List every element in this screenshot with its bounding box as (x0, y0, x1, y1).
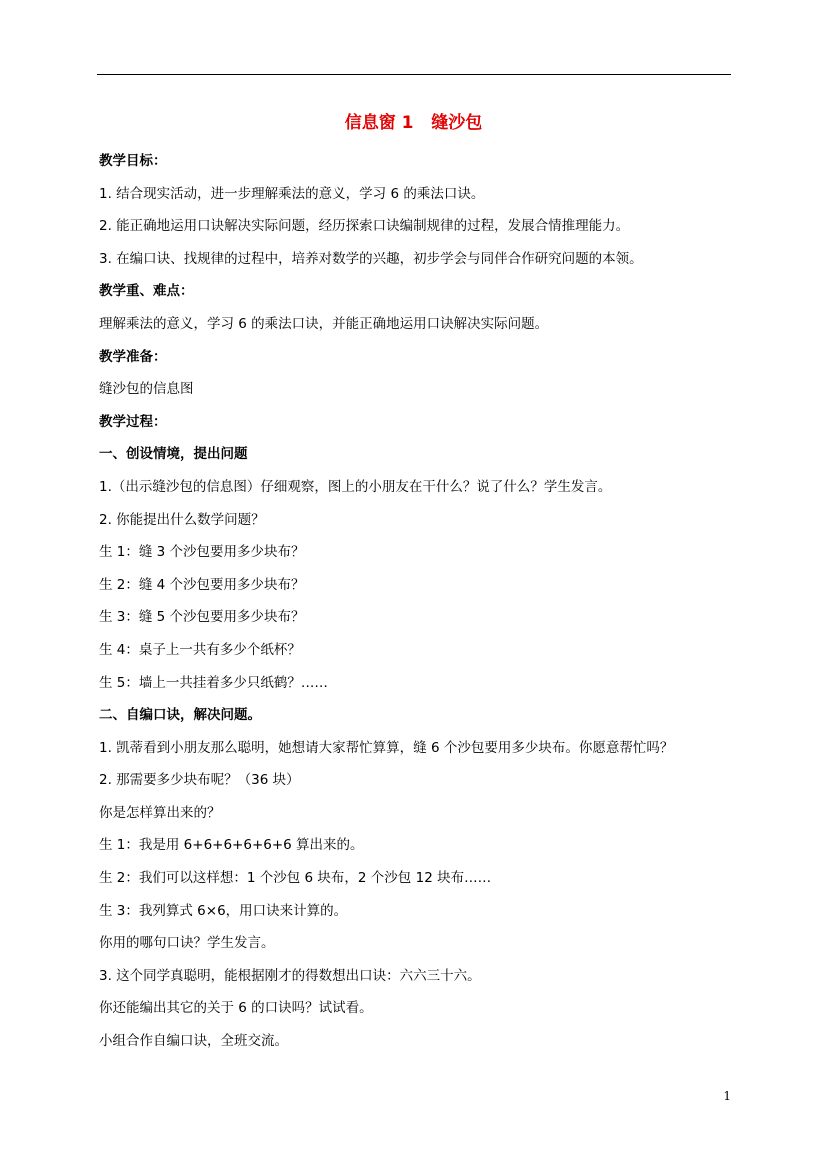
section-heading: 二、自编口诀，解决问题。 (99, 707, 261, 724)
paragraph-line: 小组合作自编口诀，全班交流。 (99, 1033, 288, 1050)
paragraph-line: 3. 这个同学真聪明，能根据刚才的得数想出口诀：六六三十六。 (99, 967, 481, 984)
section-heading: 教学准备： (99, 348, 167, 365)
paragraph-line: 你是怎样算出来的？ (99, 804, 221, 821)
paragraph-line: 生 1：我是用 6+6+6+6+6+6 算出来的。 (99, 837, 364, 854)
section-heading: 教学过程： (99, 413, 167, 430)
paragraph-line: 生 5：墙上一共挂着多少只纸鹤？…… (99, 674, 328, 691)
paragraph-line: 你还能编出其它的关于 6 的口诀吗？试试看。 (99, 1000, 373, 1017)
paragraph-line: 生 2：我们可以这样想：1 个沙包 6 块布，2 个沙包 12 块布…… (99, 870, 492, 887)
paragraph-line: 理解乘法的意义，学习 6 的乘法口诀，并能正确地运用口诀解决实际问题。 (99, 315, 549, 332)
paragraph-line: 生 4：桌子上一共有多少个纸杯？ (99, 641, 301, 658)
paragraph-line: 3. 在编口诀、找规律的过程中，培养对数学的兴趣，初步学会与同伴合作研究问题的本领。 (99, 250, 643, 267)
paragraph-line: 你用的哪句口诀？学生发言。 (99, 935, 275, 952)
paragraph-line: 生 3：我列算式 6×6，用口诀来计算的。 (99, 902, 348, 919)
paragraph-line: 2. 你能提出什么数学问题？ (99, 511, 265, 528)
document-title: 信息窗 1 缝沙包 (344, 113, 483, 133)
section-heading: 教学重、难点： (99, 283, 194, 300)
paragraph-line: 生 3：缝 5 个沙包要用多少块布？ (99, 609, 305, 626)
paragraph-line: 生 1：缝 3 个沙包要用多少块布？ (99, 544, 305, 561)
paragraph-line: 生 2：缝 4 个沙包要用多少块布？ (99, 576, 305, 593)
section-heading: 教学目标： (99, 153, 167, 169)
page-number: 1 (723, 1089, 731, 1103)
paragraph-line: 1. 凯蒂看到小朋友那么聪明，她想请大家帮忙算算，缝 6 个沙包要用多少块布。你愿意帮忙吗？ (99, 739, 674, 756)
paragraph-line: 1.（出示缝沙包的信息图）仔细观察，图上的小朋友在干什么？说了什么？学生发言。 (99, 478, 612, 495)
header-rule (97, 74, 731, 75)
paragraph-line: 2. 那需要多少块布呢？（36 块） (99, 772, 300, 789)
section-heading: 一、创设情境，提出问题 (99, 446, 248, 463)
paragraph-line: 缝沙包的信息图 (99, 381, 194, 398)
paragraph-line: 1. 结合现实活动，进一步理解乘法的意义，学习 6 的乘法口诀。 (99, 185, 485, 202)
paragraph-line: 2. 能正确地运用口诀解决实际问题，经历探索口诀编制规律的过程，发展合情推理能力。 (99, 218, 630, 235)
document-body (99, 145, 739, 1058)
